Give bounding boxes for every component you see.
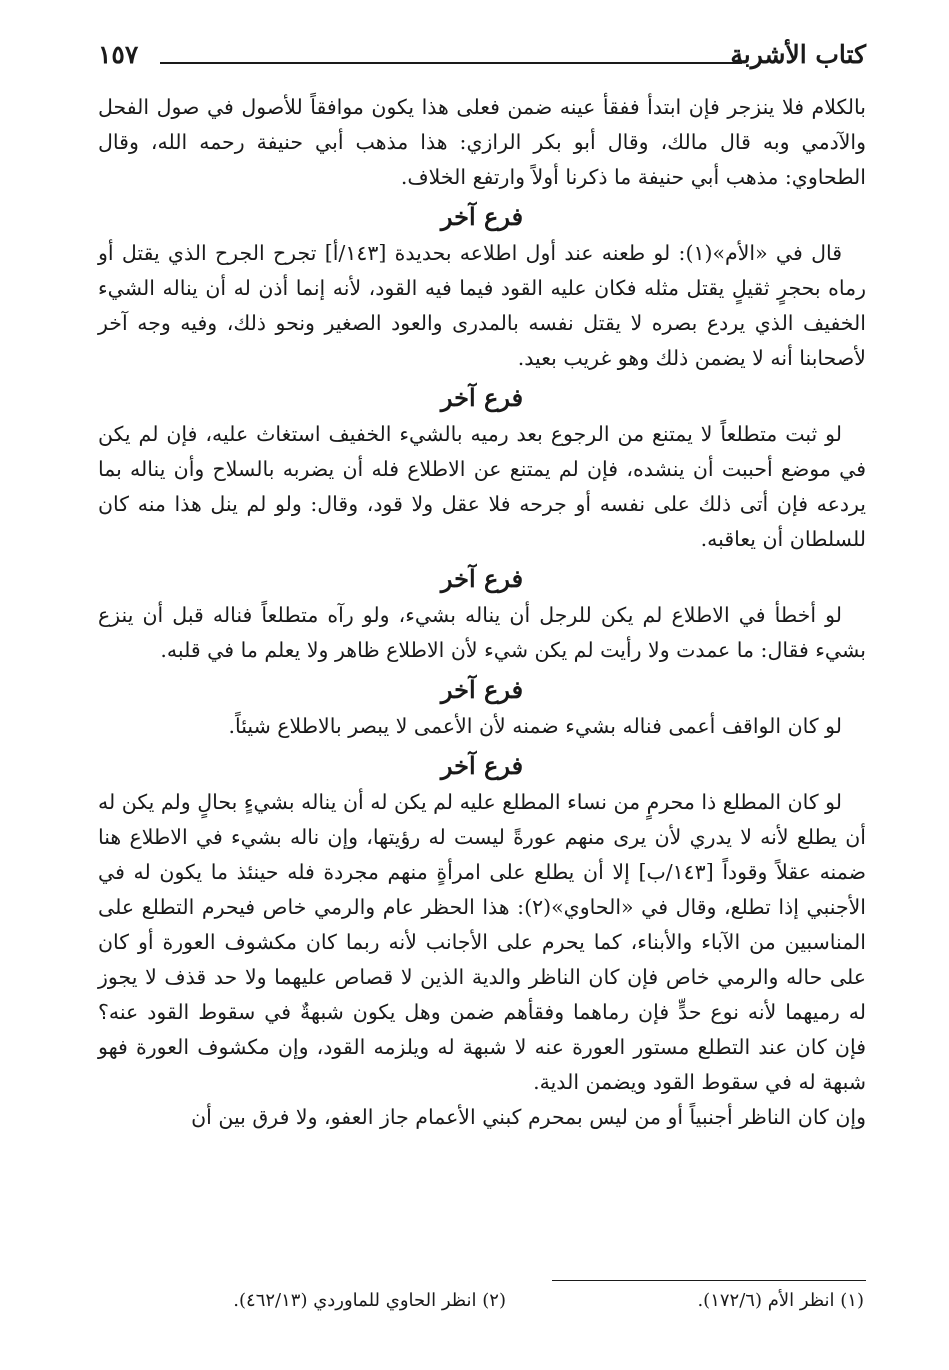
section-heading-1: فرع آخر: [440, 202, 524, 231]
page-header: [98, 38, 866, 78]
footnotes: [98, 1290, 866, 1324]
section-heading-5: فرع آخر: [440, 751, 524, 780]
footnote-rule: [552, 1280, 866, 1281]
paragraph-5: لو كان الواقف أعمى فناله بشيء ضمنه لأن الأعمى لا يبصر بالاطلاع شيئاً.: [228, 714, 842, 738]
paragraph-2: قال في «الأم»(١): لو طعنه عند أول اطلاعه بحديدة [١٤٣/أ] تجرح الجرح الذي يقتل أو رماه بحجرٍ ثقيلٍ يقتل مثله فكان عليه القود فيما فيه القود، لأنه إنما أذن له أن يناله الشيء الخفيف الذي يردع بصره لا يقتل نفسه بالمدرى والعود الصغير ونحو ذلك، وفيه وجه آخر لأصحابنا أنه لا يضمن ذلك وهو غريب بعيد.: [98, 241, 866, 370]
paragraph-6: لو كان المطلع ذا محرمٍ من نساء المطلع عليه لم يكن له أن يناله بشيءٍ بحالٍ ولم يكن له أن يطلع لأنه لا يدري لأن يرى منهم عورةً ليست له رؤيتها، وإن ناله بشيء في الاطلاع هنا ضمنه عقلاً وقوداً [١٤٣/ب] إلا أن يطلع على امرأةٍ منهم مجردة فله حينئذ ما يكون له في الأجنبي إذا تطلع، وقال في «الحاوي»(٢): هذا الحظر عام والرمي خاص فيحرم التطلع على المناسبين من الآباء والأبناء، كما يحرم على الأجانب لأنه ربما كان مكشوف العورة أو كان على حاله والرمي خاص فإن كان الناظر والدية الذين لا قصاص عليهما ولا حد قذف لا يجوز له رميهما لأنه نوع حدٍّ فإن رماهما وفقأهم ضمن وهل يكون شبهةٌ في سقوط القود عنه؟ فإن كان عند التطلع مستور العورة عنه لا شبهة له ويلزمه القود، وإن مكشوف العورة فهو شبهة له في سقوط القود ويضمن الدية.: [98, 790, 867, 1094]
paragraph-1: بالكلام فلا ينزجر فإن ابتدأ ففقأ عينه ضمن فعلى هذا يكون موافقاً للأصول في صول الفحل والآدمي وبه قال مالك، وقال أبو بكر الرازي: هذا مذهب أبي حنيفة رحمه الله، وقال الطحاوي: مذهب أبي حنيفة ما ذكرنا أولاً وارتفع الخلاف.: [98, 95, 866, 189]
main-text: [98, 90, 866, 1135]
section-heading-2: فرع آخر: [440, 383, 524, 412]
footnote-2: (٢) انظر الحاوي للماوردي (٤٦٢/١٣).: [233, 1290, 506, 1311]
section-heading-4: فرع آخر: [440, 675, 524, 704]
paragraph-4: لو أخطأ في الاطلاع لم يكن للرجل أن يناله بشيء، ولو رآه متطلعاً فناله قبل أن ينزع بشيء فقال: ما عمدت ولا رأيت لم يكن شيء لأن الاطلاع ظاهر ولا يعلم ما في قلبه.: [98, 603, 866, 662]
book-title: كتاب الأشربة: [730, 40, 866, 69]
footnote-1: (١) انظر الأم (١٧٢/٦).: [697, 1290, 864, 1311]
header-rule: [160, 62, 742, 64]
section-heading-3: فرع آخر: [440, 564, 524, 593]
page-number: ١٥٧: [98, 40, 139, 69]
paragraph-7: وإن كان الناظر أجنبياً أو من ليس بمحرم كبني الأعمام جاز العفو، ولا فرق بين أن: [191, 1105, 866, 1129]
paragraph-3: لو ثبت متطلعاً لا يمتنع من الرجوع بعد رميه بالشيء الخفيف استغاث عليه، فإن لم يكن في موضع أحببت أن ينشده، فإن لم يمتنع عن الاطلاع فله أن يضربه بالسلاح وأن يناله بما يردعه فإن أتى ذلك على نفسه أو جرحه فلا عقل ولا قود، وقال: ولو لم ينل هذا منه كان للسلطان أن يعاقبه.: [98, 422, 866, 551]
